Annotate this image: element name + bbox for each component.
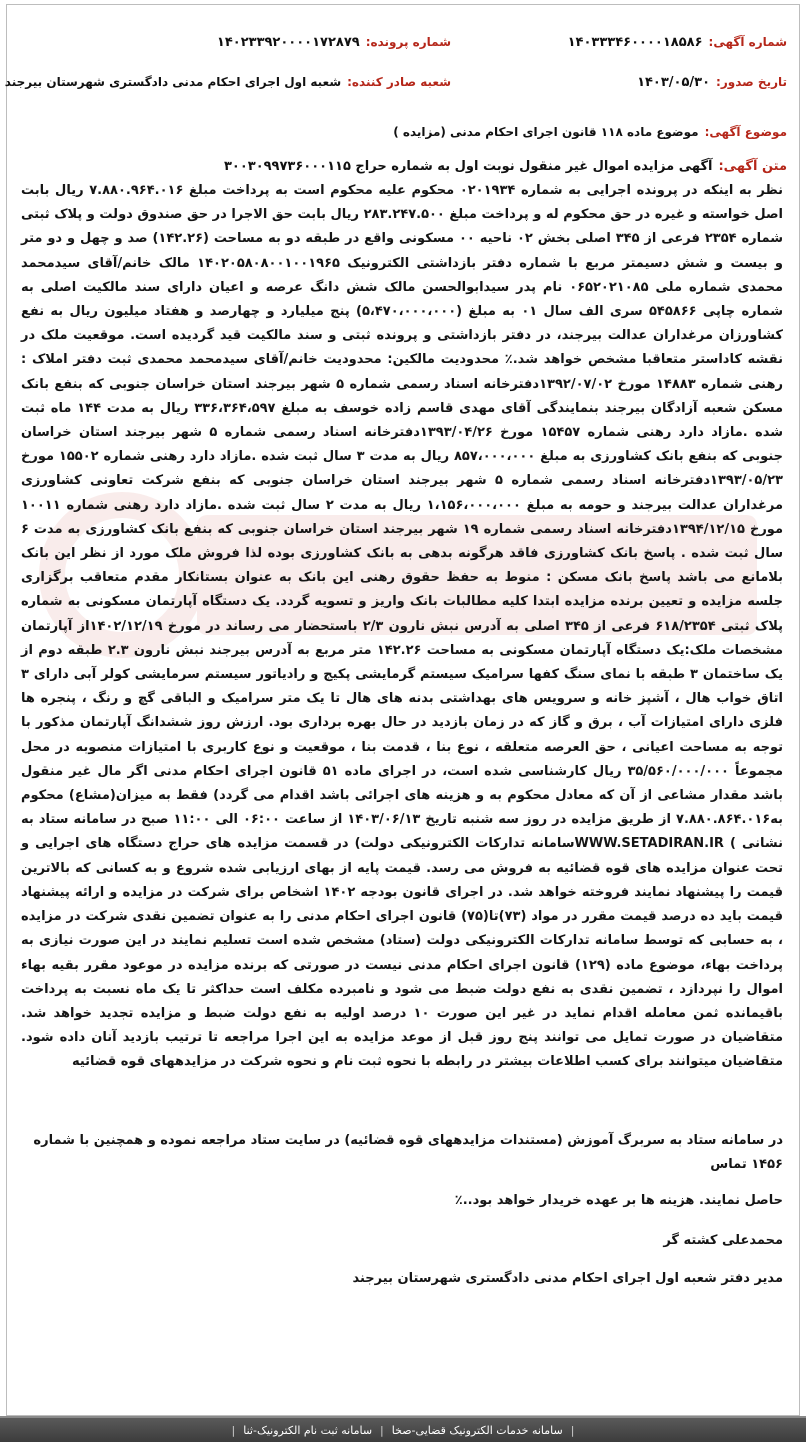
subject-label: موضوع آگهی: [704, 125, 787, 139]
issue-date-value: ۱۴۰۳/۰۵/۳۰ [637, 75, 711, 90]
footer-separator: | [380, 1423, 384, 1437]
signer-title: مدیر دفتر شعبه اول اجرای احکام مدنی دادگستری شهرستان بیرجند [352, 1271, 783, 1286]
issue-date-label: تاریخ صدور: [716, 75, 787, 89]
subject-row [393, 125, 787, 139]
footer-bar [0, 1416, 806, 1442]
issuer-row [5, 75, 451, 89]
body-paragraph: نظر به اینکه در پرونده اجرایی به شماره ۰۲۰۱۹۳۴ محکوم علیه محکوم است به پرداخت مبلغ ۷.۸۸۰.۹۶۴.۰۱۶ ریال بابت اصل خواسته و غیره در حق محکوم له و پرداخت مبلغ ۲۸۳.۲۴۷.۵۰۰ ریال بابت حق الاجرا در حق صندوق دولت و پلاک ثبتی شماره ۲۳۵۴ فرعی از ۳۴۵ اصلی بخش ۰۲ ناحیه ۰۰ مسکونی واقع در طبقه دو به مساحت (۱۴۲.۲۶) صد و چهل و دو متر و بیست و شش دسیمتر مربع با شماره دفتر بازداشتی الکترونیک ۱۴۰۲۰۵۸۰۸۰۰۱۰۰۱۹۶۵ مالک خانم/آقای سیدمحمد محمدی شماره ملی ۰۶۵۲۰۲۱۰۸۵ نام پدر سیدابوالحسن مالک شش دانگ عرصه و اعیان دارای سند مالکیت اصلی به شماره چاپی ۵۴۵۸۶۶ سری الف سال ۰۱ به مبلغ (۵،۴۷۰،۰۰۰،۰۰۰) پنج میلیارد و چهارصد و هفتاد میلیون ریال به نفع کشاورزان مرغداران عدالت بیرجند، در دفتر بازداشتی و پرونده ثبتی و سند مالکیت قید گردیده است. موقعیت ملک در نقشه کاداستر متعاقبا مشخص خواهد شد.٪ محدودیت مالکین: محدودیت خانم/آقای سیدمحمد محمدی ثبت دفتر املاک : رهنی شماره ۱۴۸۸۳ مورخ ۱۳۹۲/۰۷/۰۲دفترخانه اسناد رسمی شماره ۵ شهر بیرجند استان خراسان جنوبی که بنفع بانک مسکن شعبه آزادگان بیرجند بنمایندگی آقای مهدی قاسم زاده خوسف به مبلغ ۳۳۶،۳۶۴،۵۹۷ ریال به مدت ۱۴۴ ماه ثبت شده .مازاد دارد رهنی شماره ۱۵۴۵۷ مورخ ۱۳۹۳/۰۴/۲۶دفترخانه اسناد رسمی شماره ۵ شهر بیرجند استان خراسان جنوبی که بنفع بانک کشاورزی به مبلغ ۸۵۷،۰۰۰،۰۰۰ ریال به مدت ۳ سال ثبت شده .مازاد دارد رهنی شماره ۱۵۵۰۲ مورخ ۱۳۹۳/۰۵/۲۳دفترخانه اسناد رسمی شماره ۵ شهر بیرجند استان خراسان جنوبی که بنفع شرکت تعاونی کشاورزی مرغداران عدالت بیرجند و حومه به مبلغ ۱،۱۵۶،۰۰۰،۰۰۰ ریال به مدت ۲ سال ثبت شده .مازاد دارد رهنی شماره ۱۰۰۱۱ مورخ ۱۳۹۴/۱۲/۱۵دفترخانه اسناد رسمی شماره ۱۹ شهر بیرجند استان خراسان جنوبی که بنفع بانک کشاورزی به مدت ۶ سال ثبت شده . پاسخ بانک کشاورزی فاقد هرگونه بدهی به بانک کشاورزی بوده لذا فروش ملک مورد از نظر این بانک بلامانع می باشد پاسخ بانک مسکن : منوط به حفظ حقوق رهنی این بانک به عنوان بستانکار مقدم متعاقب برگزاری جلسه مزایده و تعیین برنده مزایده ابتدا کلیه مطالبات بانک واریز و تسویه گردد. یک دستگاه آپارتمان مسکونی به شماره پلاک ثبتی ۶۱۸/۲۳۵۴ فرعی از ۳۴۵ اصلی به آدرس نبش نارون ۲/۳ باستحضار می رساند در مورخ ۱۴۰۲/۱۲/۱۹از آپارتمان مشخصات ملک:یک دستگاه آپارتمان مسکونی به مساحت ۱۴۲.۲۶ متر مربع به آدرس بیرجند نبش نارون ۲.۳ طبقه دوم از یک ساختمان ۳ طبقه با نمای سنگ کفها سرامیک سیستم گرمایشی پکیج و رادیاتور سیستم سرمایشی کولر آبی دارای ۳ اتاق خواب هال ، آشپز خانه و سرویس های بهداشتی بدنه های هال تا یک متر سرامیک و الباقی گچ و رنگ ، پنجره ها فلزی دارای امتیازات آب ، برق و گاز که در زمان بازدید در حال بهره برداری بود. ارزش روز ششدانگ آپارتمان مذکور با توجه به مساحت اعیانی ، حق العرصه متعلقه ، نوع بنا ، قدمت بنا ، موقعیت و نوع کاربری با امتیازات منصوبه در محل مجموعاً ۳۵/۵۶۰/۰۰۰/۰۰۰ ریال کارشناسی شده است، در اجرای ماده ۵۱ قانون اجرای احکام مدنی اگر مال غیر منقول باشد مقدار مشاعی از آن که معادل محکوم به و هزینه های اجرائی باشد اقدام می گردد) فقط به میزان(مشاع) محکوم به۷.۸۸۰.۸۶۴.۰۱۶ از طریق مزایده در روز سه شنبه تاریخ ۱۴۰۳/۰۶/۱۳ از ساعت ۰۶:۰۰ الی ۱۱:۰۰ صبح در سامانه ستاد به نشانی ) WWW.SETADIRAN.IRسامانه تدارکات الکترونیکی دولت) در قسمت مزایده های حراج دستگاه های اجرایی و تحت عنوان مزایده های قوه قضائیه به فروش می رسد. قیمت پایه از بهای ارزیابی شده شروع و به کسانی که بالاترین قیمت را پیشنهاد نمایند فروخته خواهد شد. در اجرای قانون بودجه ۱۴۰۲ اشخاص برای شرکت در مزایده و ارائه پیشنهاد قیمت باید ده درصد قیمت مقرر در مواد (۷۳)تا(۷۵) قانون اجرای احکام مدنی را به عنوان تضمین نقدی شرکت در مزایده ، به حسابی که توسط سامانه تدارکات الکترونیکی دولت (ستاد) مشخص شده است تسلیم نمایند در این صورت نیازی به پرداخت بهاء، موضوع ماده (۱۲۹) قانون اجرای احکام مدنی نیست در صورتی که برنده مزایده در موعود مقرر بقیه بهاء اموال را نپردازد ، تضمین نقدی به نفع دولت ضبط می شود و نامبرده مکلف است حداکثر تا یک ماه نسبت به پرداخت باقیمانده ثمن معامله اقدام نماید در غیر این صورت ۱۰ درصد اولیه به نفع دولت ضبط و مزایده تجدید خواهد شد. متقاضیان در صورت تمایل می توانند پنج روز قبل از موعد مزایده به این اجرا مراجعه تا ترتیب بازدید آنان داده شود. متقاضیان میتوانند برای کسب اطلاعات بیشتر در رابطه با نحوه ثبت نام و نحوه شرکت در مزایدههای قوه قضائیه [21, 183, 784, 1070]
notice-body [21, 179, 783, 1075]
footer-link-sana[interactable]: سامانه ثبت نام الکترونیک-ثنا [243, 1423, 373, 1437]
issuer-value: شعبه اول اجرای احکام مدنی دادگستری شهرستان بیرجند [4, 75, 342, 89]
case-number-value: ۱۴۰۲۳۳۹۲۰۰۰۰۱۷۲۸۷۹ [216, 35, 360, 50]
tail-line-2: حاصل نمایند. هزینه ها بر عهده خریدار خواهد بود..٪ [454, 1193, 783, 1208]
footer-separator: | [231, 1423, 236, 1437]
subject-value: موضوع ماده ۱۱۸ قانون اجرای احکام مدنی (مزایده ) [393, 125, 699, 139]
tail-line-1: در سامانه ستاد به سربرگ آموزش (مستندات مزایدههای قوه قضائیه) در سایت ستاد مراجعه نموده و همچنین با شماره ۱۴۵۶ تماس [33, 1133, 783, 1172]
notice-page [6, 4, 800, 1416]
text-label: متن آگهی: [718, 159, 787, 174]
ad-number-label: شماره آگهی: [708, 35, 787, 49]
issuer-label: شعبه صادر کننده: [347, 75, 451, 89]
signer-name: محمدعلی کشته گر [663, 1233, 783, 1248]
case-number-row [217, 35, 451, 50]
text-title: آگهی مزایده اموال غیر منقول نوبت اول به شماره حراج ۳۰۰۳۰۹۹۷۳۶۰۰۰۱۱۵ [223, 159, 713, 174]
issue-date-row [637, 75, 787, 90]
text-title-row [224, 159, 787, 174]
footer-link-sakha[interactable]: سامانه خدمات الکترونیک قضایی-صخا [391, 1423, 563, 1437]
ad-number-row [568, 35, 787, 50]
footer-separator: | [570, 1423, 575, 1437]
ad-number-value: ۱۴۰۳۳۳۴۶۰۰۰۰۱۸۵۸۶ [567, 35, 703, 50]
case-number-label: شماره پرونده: [365, 35, 451, 49]
